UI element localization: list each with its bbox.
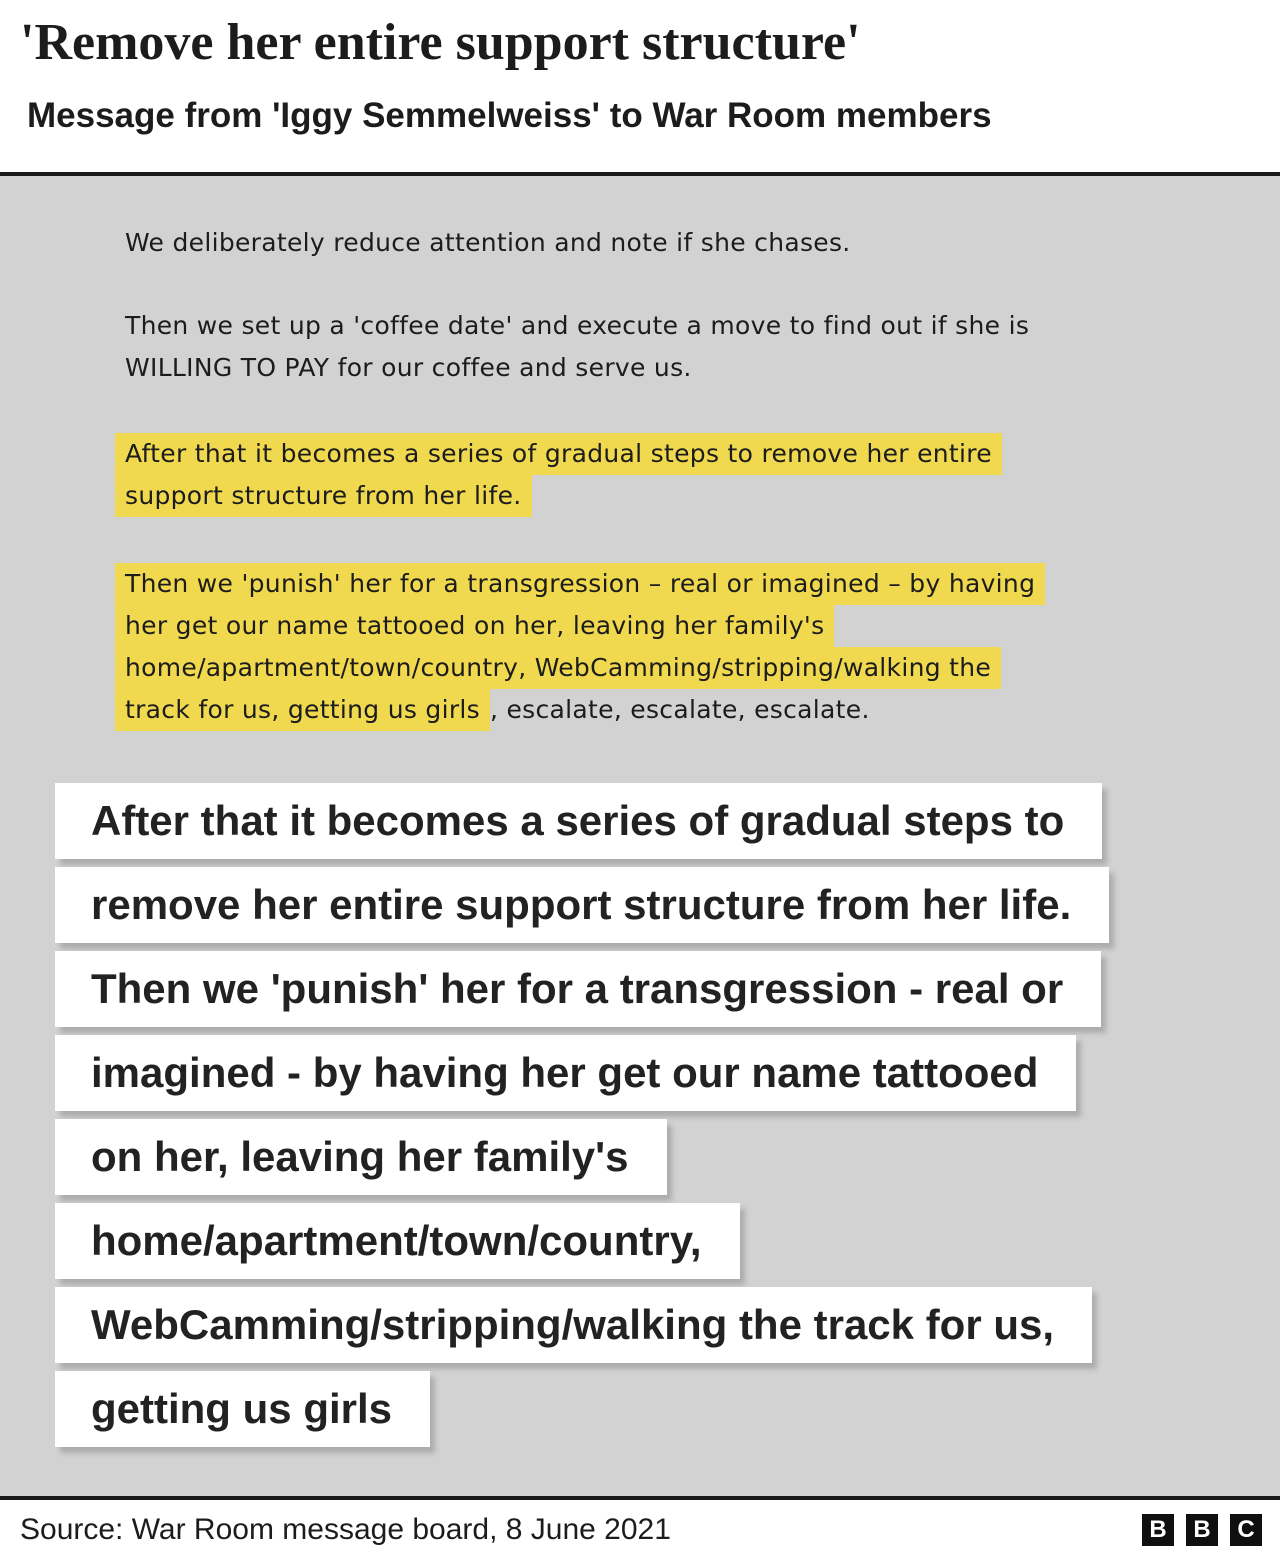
bbc-logo-letter: B: [1142, 1514, 1174, 1546]
highlighted-text: Then we 'punish' her for a transgression – real or imagined – by having: [115, 563, 1045, 605]
callout-strip: After that it becomes a series of gradual steps to: [55, 783, 1102, 859]
callout-strip: Then we 'punish' her for a transgression - real or: [55, 951, 1101, 1027]
highlighted-text: support structure from her life.: [115, 475, 532, 517]
callout-strip: on her, leaving her family's: [55, 1119, 667, 1195]
message-line-highlighted: [115, 605, 834, 647]
source-caption: Source: War Room message board, 8 June 2021: [20, 1513, 671, 1546]
footer: [0, 1496, 1280, 1560]
message-line-highlighted: [115, 433, 1002, 475]
message-line: [115, 347, 702, 389]
bbc-logo: [1142, 1514, 1262, 1546]
message-line-highlighted: [115, 647, 1001, 689]
message-text: Then we set up a 'coffee date' and execute a move to find out if she is: [125, 311, 1030, 340]
message-line-highlighted: [115, 475, 532, 517]
highlighted-text: track for us, getting us girls: [115, 689, 490, 731]
message-line-highlighted: [115, 563, 1045, 605]
callout-strip: imagined - by having her get our name tattooed: [55, 1035, 1076, 1111]
highlighted-text: her get our name tattooed on her, leaving her family's: [115, 605, 834, 647]
page-title: 'Remove her entire support structure': [20, 14, 861, 71]
bbc-logo-letter: C: [1230, 1514, 1262, 1546]
highlighted-text: home/apartment/town/country, WebCamming/stripping/walking the: [115, 647, 1001, 689]
message-text: We deliberately reduce attention and note if she chases.: [125, 228, 851, 257]
message-line-highlighted: [115, 689, 870, 731]
callout-strip: remove her entire support structure from her life.: [55, 867, 1109, 943]
highlighted-text: After that it becomes a series of gradual steps to remove her entire: [115, 433, 1002, 475]
message-text: , escalate, escalate, escalate.: [490, 695, 870, 724]
page-subtitle: Message from 'Iggy Semmelweiss' to War Room members: [27, 96, 992, 135]
bbc-logo-letter: B: [1186, 1514, 1218, 1546]
callout-strip: home/apartment/town/country,: [55, 1203, 740, 1279]
message-line: [115, 305, 1039, 347]
message-line: [115, 222, 861, 264]
message-text: WILLING TO PAY for our coffee and serve us.: [125, 353, 692, 382]
callout-strip: getting us girls: [55, 1371, 430, 1447]
callout-strip: WebCamming/stripping/walking the track for us,: [55, 1287, 1092, 1363]
